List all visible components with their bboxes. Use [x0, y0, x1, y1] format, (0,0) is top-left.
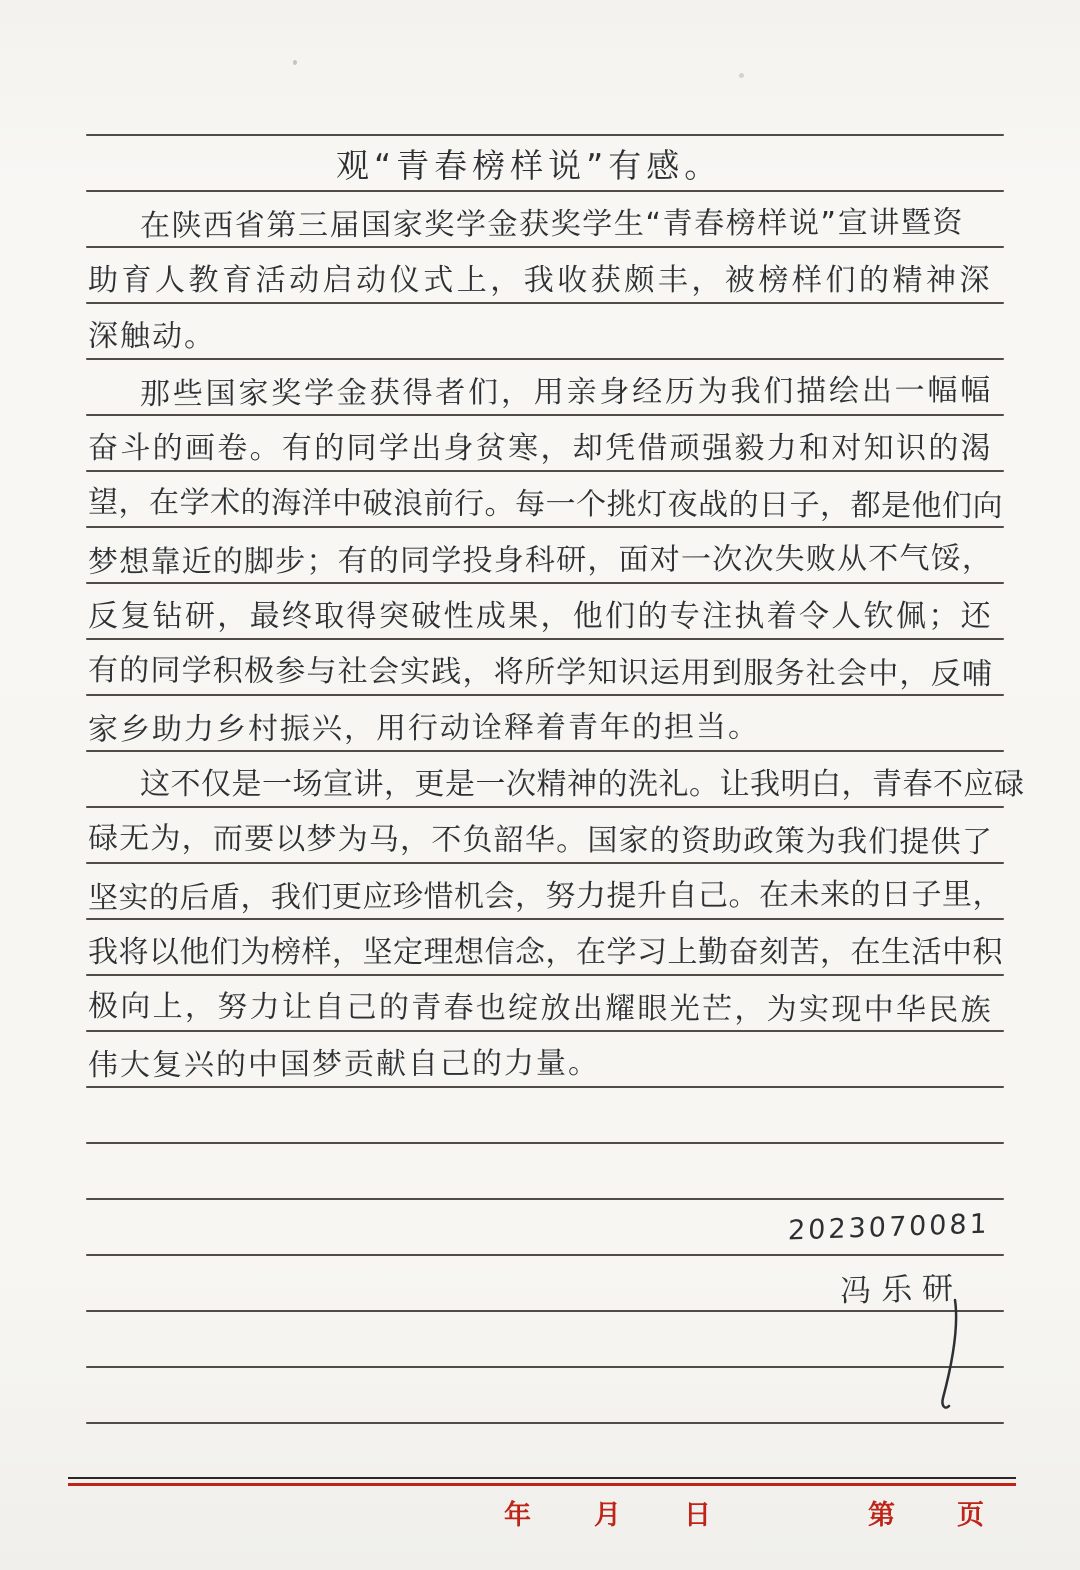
rule-line [86, 1310, 1004, 1312]
handwritten-line: 深触动。 [87, 318, 217, 355]
paper-speck [739, 73, 744, 78]
footer-rule-red [68, 1483, 1016, 1486]
rule-line [86, 1198, 1004, 1200]
signature-student-id: 2023070081 [787, 1208, 991, 1247]
paper-speck [293, 60, 297, 65]
footer-year-label: 年 [504, 1500, 531, 1530]
handwritten-line: 家乡助力乡村振兴，用行动诠释着青年的担当。 [87, 709, 761, 748]
handwritten-line: 在陕西省第三届国家奖学金获奖学生“青春榜样说”宣讲暨资 [139, 205, 965, 244]
footer-month-label: 月 [594, 1500, 621, 1530]
rule-line [86, 1422, 1004, 1424]
essay-title: 观“青春榜样说”有感。 [336, 146, 723, 185]
handwritten-line: 助育人教育活动启动仪式上，我收获颇丰，被榜样们的精神深 [88, 263, 994, 298]
handwritten-line: 那些国家奖学金获得者们，用亲身经历为我们描绘出一幅幅 [139, 373, 994, 412]
handwritten-line: 坚实的后盾，我们更应珍惜机会，努力提升自己。在未来的日子里， [87, 877, 1004, 916]
footer-day-label: 日 [684, 1500, 711, 1530]
rule-line [86, 134, 1004, 136]
handwritten-line: 望，在学术的海洋中破浪前行。每一个挑灯夜战的日子，都是他们向 [87, 485, 1004, 524]
footer-rule-black [68, 1477, 1016, 1479]
rule-line [86, 190, 1004, 192]
handwritten-line: 有的同学积极参与社会实践，将所学知识运用到服务社会中，反哺 [87, 653, 994, 692]
handwritten-line: 我将以他们为榜样，坚定理想信念，在学习上勤奋刻苦，在生活中积 [88, 935, 1003, 970]
handwritten-line: 奋斗的画卷。有的同学出身贫寒，却凭借顽强毅力和对知识的渴 [88, 431, 993, 466]
footer-page-label: 页 [957, 1500, 984, 1530]
rule-line [86, 1366, 1004, 1368]
rule-line [86, 358, 1004, 360]
rule-line [86, 1142, 1004, 1144]
handwritten-line: 伟大复兴的中国梦贡献自己的力量。 [87, 1045, 601, 1084]
rule-line [86, 1254, 1004, 1256]
signature-name: 冯乐研 [839, 1270, 964, 1310]
footer-ordinal-label: 第 [868, 1500, 895, 1530]
handwritten-line: 反复钻研，最终取得突破性成果，他们的专注执着令人钦佩；还 [88, 599, 993, 634]
handwritten-line: 碌无为，而要以梦为马，不负韶华。国家的资助政策为我们提供了 [87, 821, 994, 860]
signature-descender-stroke [933, 1298, 963, 1416]
handwritten-line: 这不仅是一场宣讲，更是一次精神的洗礼。让我明白，青春不应碌 [140, 767, 1025, 802]
handwritten-line: 极向上，努力让自己的青春也绽放出耀眼光芒，为实现中华民族 [87, 989, 994, 1028]
handwritten-line: 梦想靠近的脚步；有的同学投身科研，面对一次次失败从不气馁， [87, 541, 994, 580]
